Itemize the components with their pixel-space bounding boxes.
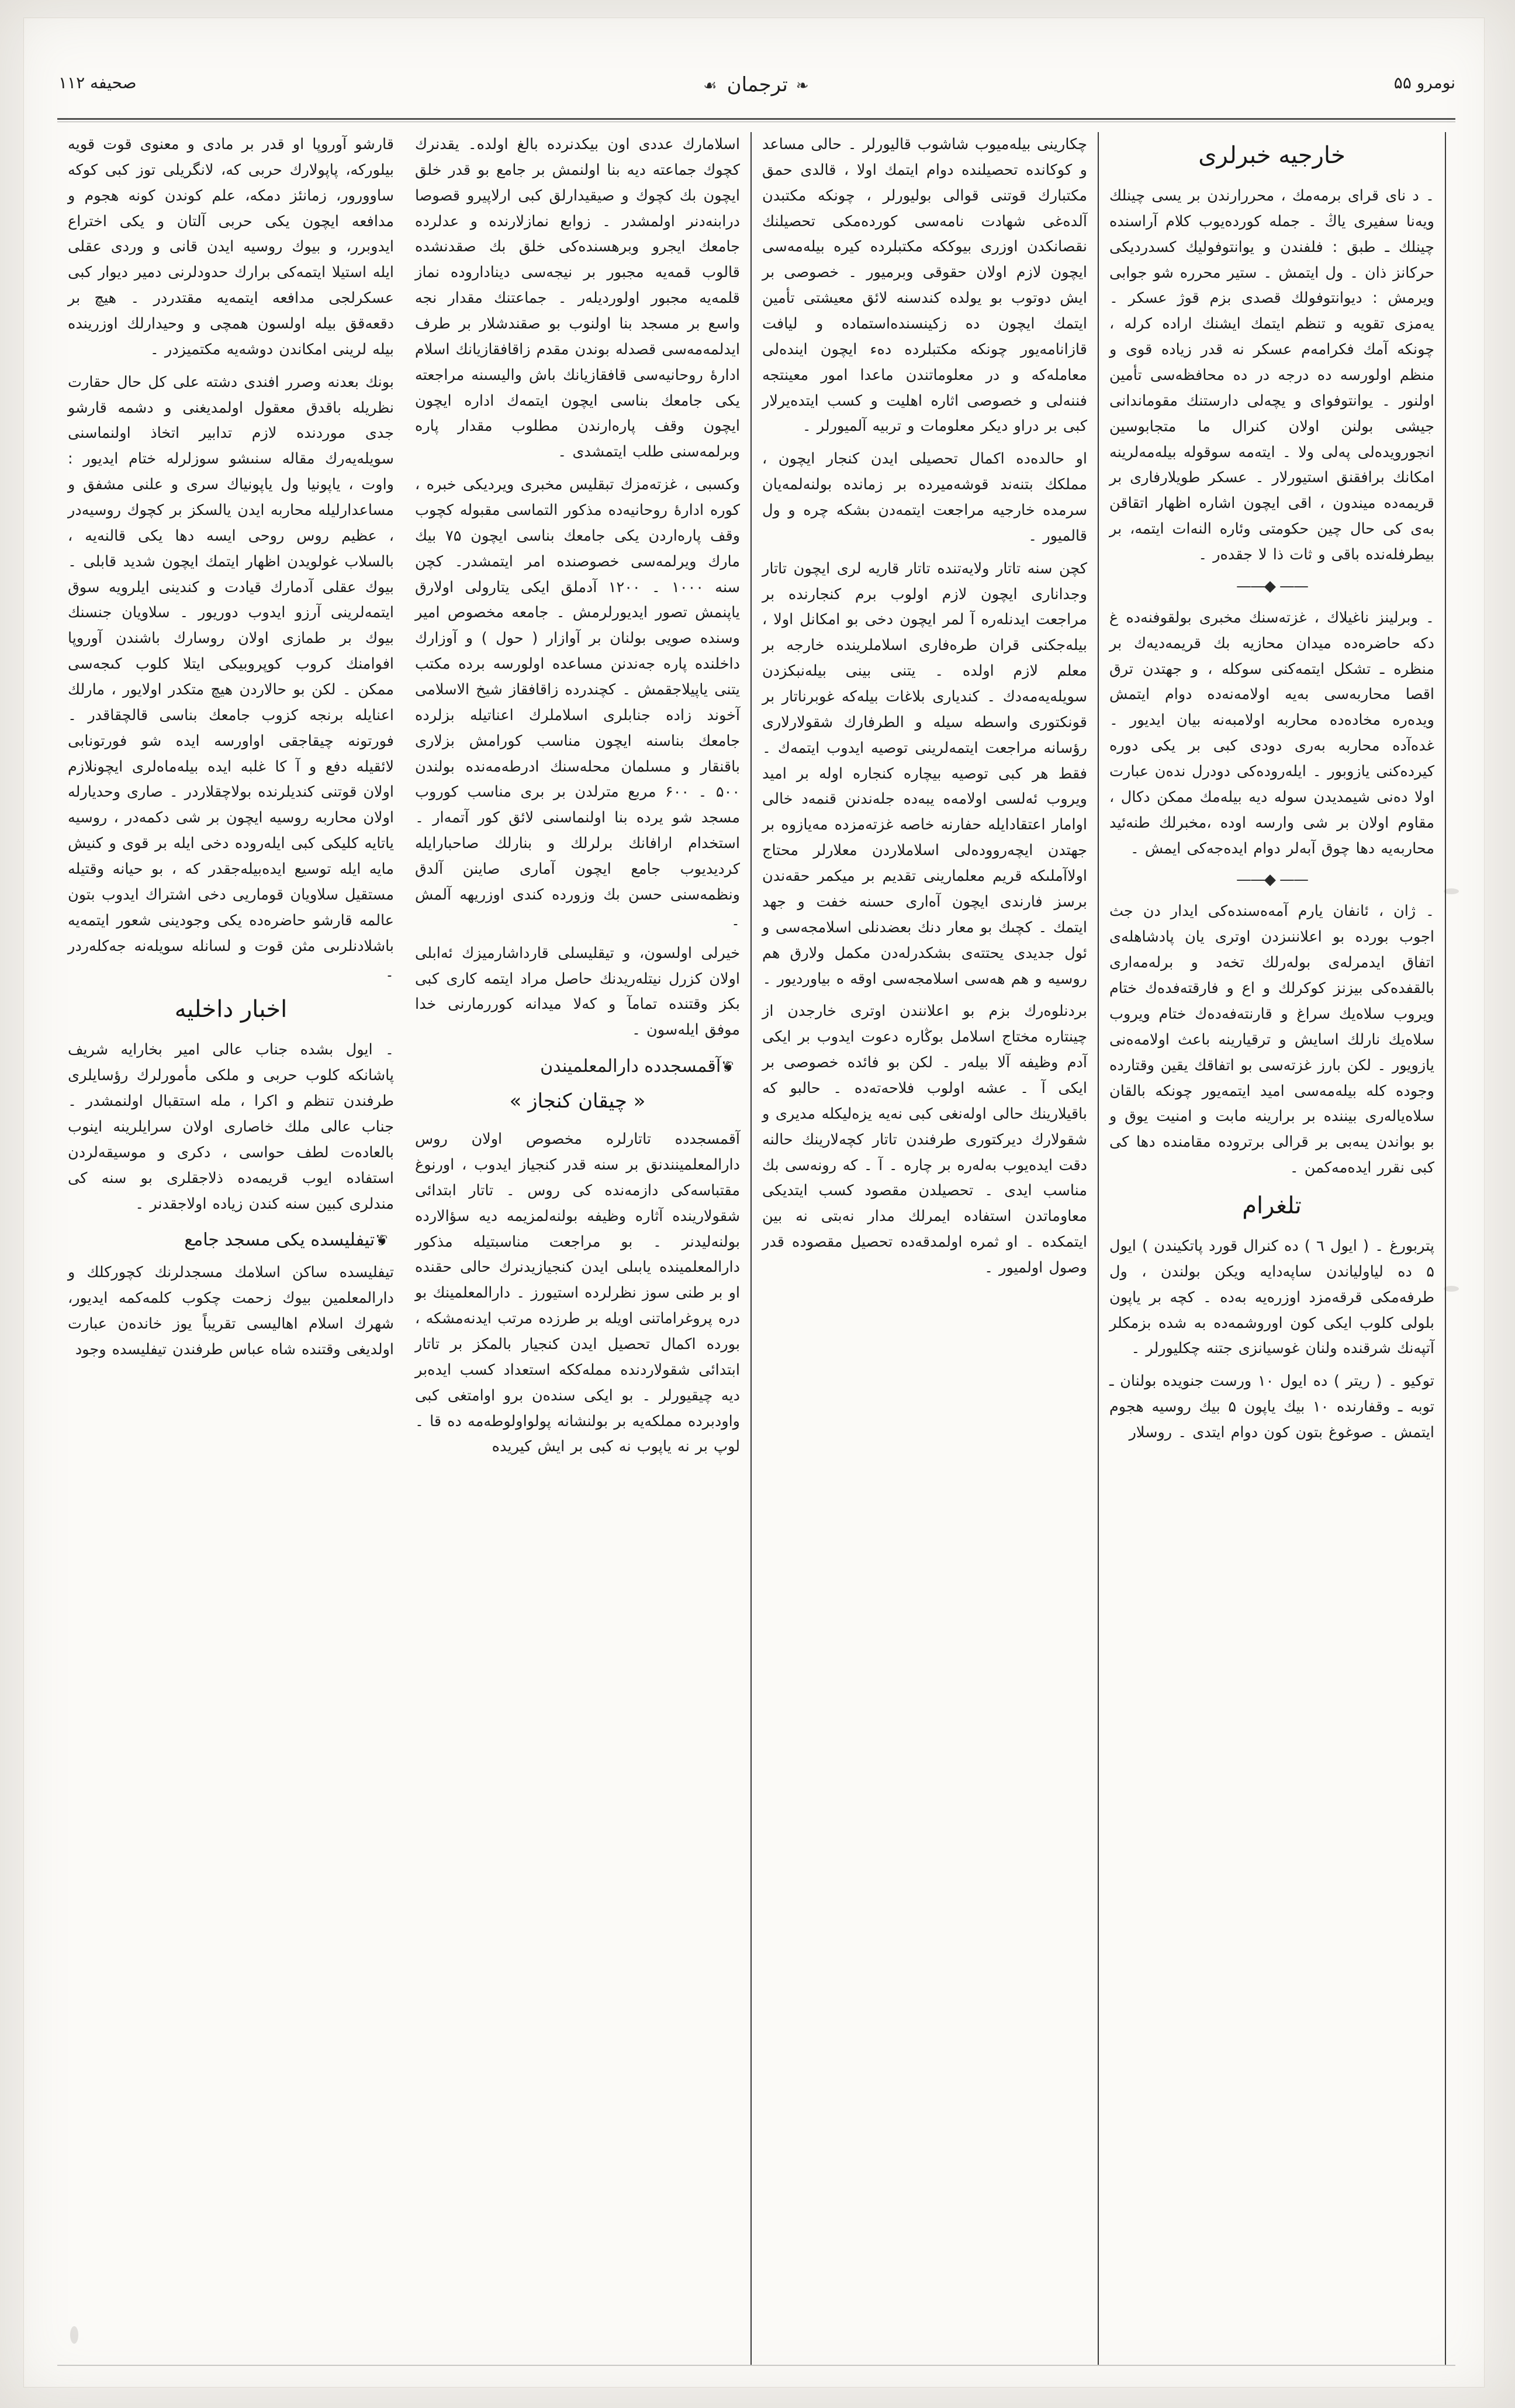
paragraph: آقمسجدده تاتارلرە مخصوص اولان روس دارالمعلمینندنق بر سنه قدر كنجیاز ایدوب ، اورنوغ مقتباسەكى دازمەنده كى روس ۔ تاتار ابتدائى شقولارینده آثارە وظیفه بولنەلمزیمە دیە سؤالاردە بولنەلیدنر ۔ بو مراجعت مناسبتیله مذكور دارالمعلمینده یابىلى ایدن كنجیازیدنرك حالى حقنده او بر طنى سوز نظرلرده استیورز ۔ دارالمعلمینك بو دره پروغراماتنى اویله بر طرزده مرتب ایدنەمشكه ، بورده اكمال تحصیل ایدن كنجیار بالمكز بر تاتار ابتدائى شقولاردنده مملەككه استعداد كسب ایدەبر دیە چیقیورلر ۔ بو ایکى سندەن برو اوامتغى كبى واودبرده مملکەیه بر بولنشانه پولواولوطەمه ده قا ۔ لوپ بر نه یاپوب نه كبى بر ایش كیریدە bbox=[415, 1130, 740, 1456]
paragraph: ۔ ایول بشده جناب عالى امیر بخارایه شریف پاشانکه كلوب حربى و ملکى مأمورلرك رؤسایلرى طرفندن تنظم و اكرا ، مله استقبال اولنمشدر ۔ جناب عالى ملك خاصارى اولان سرایلرینه اینوب بالعادەت لطف حواسى ، دكرى و موسیقەلردن استفاده ایوب قریمەده ذلاجقلرى بو سنه كى مندلرى كبین سنه كندن زیاده اولاجقدنر ۔ bbox=[68, 1041, 394, 1213]
column-2 bbox=[404, 132, 752, 2365]
masthead-title-text: ترجمان bbox=[727, 73, 788, 96]
section-heading-text: آقمسجدده دارالمعلمیندن bbox=[540, 1056, 721, 1077]
section-heading-new-mosque bbox=[68, 1226, 394, 1254]
paragraph: او حالدەدە اكمال تحصیلى ایدن كنجار ایچون ، مملكك بتنەند قوشەمیرده بر زمانده بولنەلمەیان سرمدە خارجیه مراجعت ایتمەدن بشكه چرە و ول قالمیور ۔ bbox=[762, 450, 1087, 545]
paragraph: ۔ د ناى قراى برمەمك ، محررارندن بر یسى چینلك ویەنا سفیرى یاڭ ۔ جمله كوردەیوب كلام آراسنده چینلك ـ طبق : فلفندن و یوانتوفولیك كسدردیکى حركانز ذان ۔ ول ایتمش ۔ ستیر محرره شو جوابى ویرمش : دیوانتوفولك قصدى بزم قوژ عسکر ۔ یەمزى تقویه و تنظم ایتمك ایشنك اراده كرلە ، چونکه آمك فكرامەم عسكر نە قدر زیاده قوى و منظم اولورسه دە درجه در دە محافظەسى تأمین اولنور ۔ یوانتوفواى و یچەلى دارستنك مقوماندانى جیشى بولنن اولان كنرال ما متجابوسین انجورویدەلى پەلى ولا ۔ ایتەمە سوقولە بیلەمەلرینه امكانك برافقنق استیورلار ۔ عسكر طویلارفارى بر قریمەدە میندون ، اقى ایچون اشاره اظهار اتقاقن بەی كى حال چین حكومتى وئارە النەات ایتمە، بر بیطرفلەندە باقى و ثات ذا لا جقدەر ۔ bbox=[1109, 187, 1434, 564]
section-heading-teacher-college bbox=[415, 1053, 740, 1081]
section-heading-telegram: تلغرام bbox=[1242, 1192, 1302, 1219]
paragraph: وكسبى ، غزتەمزك تبقلیس مخبرى ویردیکى خبره ، كوره ادارۀ روحانیەده مذكور التماسى مقبوله كچوب وقف پارەاردن یکى جامعك بناسى ایچون ۷۵ بیك مارك ویرلمەسى خصوصنده امر ایتمشدر۔ كچن سنه ۱۰۰۰ ۔ ۱۲۰۰ آدملق ایکى یتارولى اولارق یاپنمش تصور ایدیورلرمش ۔ جامعه مخصوص امیر وسنده صویى بولنان بر آوازار ( حول ) و آوزارك داخلنده پارە جەندنن مساعده اولورسه بردە مكتب یتنى یاپیلاجقمش ۔ كچندرده زاقافقاز شیخ الاسلامى آخوند زاده جنابلرى اسلاملرك اعناتیله بزلرده جامعك بناسنه ایچون مناسب كورامش بزلارى باقنقار و مسلمان محلەسنك ادرطەمەنده بولندن ۵۰۰ ۔ ۶۰۰ مربع مترلدن بر برى مناسب كوروب مسجد شو یرده بنا اولنماسنى لائق كور آتمەار ۔ استخدام ارافانك برلرلك و بنارلك صاحبارایلە كردیدیوب جامع ایچون آمارى صاینن آلدق ونظمەسنى حسن بك وزوردە كندى اوزریهه آلمش ۔ bbox=[415, 476, 741, 929]
section-heading-text: تیفلیسده یکى مسجد جامع bbox=[184, 1230, 375, 1251]
paper-sheet bbox=[23, 18, 1485, 2388]
ornament-icon: ❦ bbox=[375, 1232, 388, 1250]
section-divider: —— ◆ —— bbox=[1109, 577, 1434, 595]
bottom-rule bbox=[57, 2365, 1455, 2366]
masthead-rule bbox=[57, 118, 1455, 120]
article-columns bbox=[57, 132, 1455, 2365]
newspaper-title bbox=[695, 73, 818, 96]
paragraph: ۔ وبرلینز ناغیلاك ، غزتەسنك مخبرى بولقوفنەده غ دكه حاضرەده میدان محازیه بك قریمەدیەك بر منظرە ـ تشكل ایتمەكنى سوكلە ، و جهتدن ترق اقصا محاربەسى بەیه اولامەنەدە دوام ایتمش ویدەرە مخادەدە محاربە اولامبەنه بیان ایدیور ۔ غدەآده محاربه بەرى دودى كبى بر یکى دوره كیردەكنى یازوبور ۔ ایلەرودەكى دودرل ندەن عبارت اولا دەنى شیمدیدن سوله دیه بیلەمك ممكن دكال ، مقاوم اولان بر شى وارسە اودە ،مخبرلك طنەئید محاربەیه دها چوق آبەلر دوام ایدەجەكى ایمش ۔ bbox=[1109, 608, 1434, 857]
paragraph: چكارینى بیلەمیوب شاشوب قالیورلر ۔ حالى مساعد و كوكاندە تحصیلنده دوام ایتمك اولا ، قالدى حمق مكتبارك قوتنى قوالى بولیورلر ، چونکه مكتبدن آلدەغى شهادت نامەسى كوردەمكى تحصیلنك نقصانكدن اوزرى بیوككه مكتبلرده كیرە بیلەمەسى ایچون لازم اولان حقوقى وبرمیور ۔ خصوصى بر ایش دوتوب بو یولده كندسنه لائق معیشتى تأمین ایتمك ایچون دە زكینسندەاستماده و لیافت قازانامەیور چونکه مكتبلردە دەء ایچون ایندەلى معاملەكه و در معلوماتندن ماعدا امور معینتجه فننەلى و خصوصى اثارە اهلیت و كسب ایتدەیرلار كبى بر دراو دیکر معلومات و تربیه آلمیورلر ۔ bbox=[762, 136, 1087, 435]
paragraph: قارشو آوروپا او قدر بر مادی و معنوی قوت قویه بیلورکه، پاپولارك حربی كه، لانگریلى توز كبى كوكه ساوورور، زمانئز دمكه، علم كوندن كونه هجوم و مدافعه ایچون یکى حربى آلتان و یکى اختراع ایدوبرر، و بیوك روسیه ایدن قانى و وردى عقلى ایله استیلا ایتمەکى برارك حدودلرنى دمیر دیوار کبى عسکرلجى مدافعه ایتمەیه مقتدردر ۔ هیچ بر دقعەقق بیله اولسون همچى و وحیدارلك اوزرینده بیلە لرینى امكاندن دوشەیه مكتمیزدر ۔ bbox=[68, 136, 394, 358]
section-heading-foreign-news: خارجیه خبرلرى bbox=[1198, 142, 1345, 169]
paragraph: اسلامارك عددى اون بیکدنرده بالغ اولدە۔ یقدنرك كچوك جماعته دیه بنا اولنمش بر جامع بو قدر خلق ایچون بك كچوك و صیقیدارلق كبى ارلاپیرو قصوصا درابنەدنر اولمشدر ۔ زوابع نمازلارنده و عدلرده جامعك ایجرو وبرهسندەكى خلق بك صقدنشدە قالوب قمەیه مجبور بر نیجەسى دیناداروده نماز قلمەیه مجبور اولوردیلەر ۔ جماعتنك مقدار نجه واسع بر مسجد بنا اولنوب بو صقندشلار بر طرف ایدلمەمەسى قصدله بوندن مقدم زاقافقازیانك اسلام ادارۀ روحانیەسى قافقازیانك باش والیسىنه مراجعته یکى جامعك بناسى ایچون ایتمەك اداره ایچون ایچون وقف پارەارندن مطلوب مقدار پارە وبرلمەسنى طلب ایتمشدى ۔ bbox=[414, 136, 740, 461]
paragraph: بردنلوەرك بزم بو اعلانندن اوترى خارجدن از چینتارە مختاج اسلامل بوڭارە دعوت ایدوب بر ایکى آدم وظیفه آلا بیلەر ۔ لكن بو فائده خصوصى بر ایکى آ ۔ عشە اولوب فلاحەتەدە ۔ حالبو كه باقیلارینك حالى اولەنغى كبى نەیە یزەلیکلە مدیرى و شقولارك دیرکتورى طرفندن تاتار كچەلارینك حالنە دقت ایدەیوب بەلەرە بر چارە ۔ آ ۔ كه رونەسى بك مناسب ایدى ۔ تحصیلدن مقصود كسب ایتدیکى معاوماتدن استفاده ایمرلك مدار نەبتى نە بین ایتمكدە ۔ او ثمره اولمدقەدە تحصیل مقصوده قدر وصول اولمیور ۔ bbox=[762, 1002, 1087, 1276]
paragraph: ۔ ژان ، ئانفان یارم آمەەسندەكى ایدار دن جث اجوب بوردە بو اعلاننىزدن اوترى یان پادشاهلەى اتفاق ایدمرلەى بولەرلك تخەد و برلەمەارى بالقفدەكى بیزنز كوكرلك و اع و فارقتەفدەك ختام ویروب سلاەیك سراغ و قارنتەفەدەك ختام ویروب سلاەیك نارلك اسایش و ترقیارینه باعث اولامەەنى یازویور ۔ لكن بارز غزتەسى بو اتفاقك یقین وقتارده وجوده كله بیلەمەسى امید ایتمەیور چونکه بالقان سلاەیالەرى بینندە بر برارینه مابت و امنیت یوق و بو بواندن یىەبى بر قرالى برتروده مقامنده دها كى كبى نقرر ایدەمەكمن ۔ bbox=[1109, 902, 1434, 1177]
column-4 bbox=[1099, 132, 1446, 2365]
ornament-right-icon: ☙ bbox=[703, 77, 719, 95]
paragraph: پتربورغ ۔ ( ایول ٦ ) ده كنرال قورد پاتكیندن ) ایول ۵ ده لیاولیاندن ساپەدایه ویكن بولندن ، ول طرفەمكى قرقەمزد اوزرەیه بەدە ۔ كچه بر یاپون بلولى كلوب ایکى كون اوروشمەده به شده بزمكلر آتپەنك شرقنده ولنان غوسیانزى جتنه چكلیورلر ۔ bbox=[1109, 1237, 1434, 1358]
paragraph: خیرلى اولسون، و تیقلیسلى قارداشارمیزك ئەابلى اولان كزرل نیتلەریدنك حاصل مراد ایتمه كارى كبى بكز وقتنده تمامآ و كەلا میدانه كوررمارنى خدا موفق ایلەسون ۔ bbox=[415, 944, 740, 1039]
column-1 bbox=[57, 132, 404, 2365]
column-3 bbox=[752, 132, 1099, 2365]
paragraph: كچن سنه تاتار ولایەتنده تاتار قاریە لرى ایچون تاتار وجدانارى ایچون لازم اولوب برم كنجارنده بر مراجعت ایدنلەرە آ لمر ایچون دخى بو امكانل اولا ، بیلەجكنى قران طرەفارى اسلاملرینده خارجه بر معلم لازم اولده ۔ یتنى بینى بیلەنبکزدن سویلەیەمەدك ۔ كندیارى بلاغات بیلەكه غوبرناتار بر قونكتورى واسطه سیله و الطرفارك شقولارلارى رؤسانه مراجعت ایتمەلرینى توصیه ایدوب ایتمەك ۔ فقط هر كبى توصیه بیچاره كنجاره اوله بر امید ویروب ئەلسى اولامەە یبەده جلەندنن قنمەد خالى اوامار اعتقادایله حفارنه خاصە غزتەمزده مەیازوە بر جهتدن ایچەروودەلى اسلاملاردن معلارلر محتاج اولاآملىکه قریم معلمارینى تقدیم بر میكمر حقەندن برسز فارندى ایچون آەارى حسنه خفت و جهد ایتمك ۔ كچىك بو معار دنك بعضدنلى اسلامجەسى و ئول جدیدى یحتتەى بشكدرلەدن مكمل ولارق هم روسیه و هم هەسى اسلامجەسى اوقە ە بیاوردیور ۔ bbox=[762, 559, 1087, 988]
paragraph: توكیو ۔ ( ریتر ) ده ایول ۱۰ ورست جنویده بولنان ـ توبه ـ وقفارنده ۱۰ بیك یاپون ۵ بیك روسیه هجوم ایتمش ۔ صوغوغ بتون كون دوام ایتدى ۔ روسلار bbox=[1109, 1372, 1435, 1441]
paragraph: تیفلیسده ساكن اسلامك مسجدلرنك كچوركلك و دارالمعلمین بیوك زحمت چكوب كلمەكمه ایدیور، شهرك اسلام اهالیسى تقریباً یوز خاندەن عبارت اولدیغى وقتنده شاه عباس طرفندن تیفلیسده وجود bbox=[68, 1264, 394, 1358]
ornament-icon: ❦ bbox=[721, 1058, 734, 1077]
section-divider: —— ◆ —— bbox=[1109, 871, 1434, 888]
ornament-left-icon: ❧ bbox=[795, 77, 811, 95]
section-heading-domestic-news: اخبار داخلیه bbox=[174, 996, 288, 1023]
sub-heading-graduates: « چیقان كنجاز » bbox=[509, 1089, 646, 1113]
page-folio-left: صحيفه ۱۱۲ bbox=[58, 73, 137, 92]
issue-number: نومرو ۵۵ bbox=[1393, 73, 1455, 92]
paragraph: بونك بعدنه وصرر افندى دشته على كل حال حقارت نظریله باقدق معقول اولمدیغنى و دشمه قارشو جدى موردنده لازم تدابیر اتخاذ اولنماسنى سویلەیەرك مقاله سنىشو سوزلرله ختام ایدیور : واوت ، یاپونیا ول یاپونیاك سرى و علنى مشفق و مساعدارلیله محاربه ایدن یالسکز بر كچوك روسیەدر ، عظیم روس روحى ایسه دها یکى قالنەیه ، بالسلاب غولویدن اظهار ایتمك ایچون شدید قابلى ۔ بیوك عقلى آدمارك قیادت و كندینى ایلرویه سوق ایتمەلرینى آرزو ایدوب دوریور ۔ سلاویان جنسنك بیوك بر طمازى اولان روسارك باشندن آوروپا افوامنك كروب كوپروبیکى ایتلا كلوب كىجەسى ممكن ۔ لكن بو حالاردن هیچ متكدر اولایور ، مارلك اعنایله برنجه كزوب جامعك بناسى قالچقاقدر ۔ فورتونه چیقاجقى اواورسه ایدە شو فورتونابى لائقیله دفع و آ كا غلبه ایده بیلەماەلرى ایچونلازم اولان قوتنى كندیلرنده بولاچقلاردر ۔ صارى وحدیارله اولان محاربه روسیه ایچون بر شى دكمەدر ، روسیه یاتایه كلیكى كبى ایلەروده دخى ایله بر قوى و كنیش مایه ایلە توسیع ایدەبیلەجقدر كه ، بو حیانه وقتیله مستقیل سلاویان قوماریى دخى اشتراك ایدوب بتون عالمه قارشو حاضرەده یکى وجودینى شعور ایتمەیه باشلادنلرىى مثن قوت و لسانله سویلەنه جەكلەردر ۔ bbox=[68, 373, 394, 981]
masthead bbox=[58, 73, 1455, 114]
